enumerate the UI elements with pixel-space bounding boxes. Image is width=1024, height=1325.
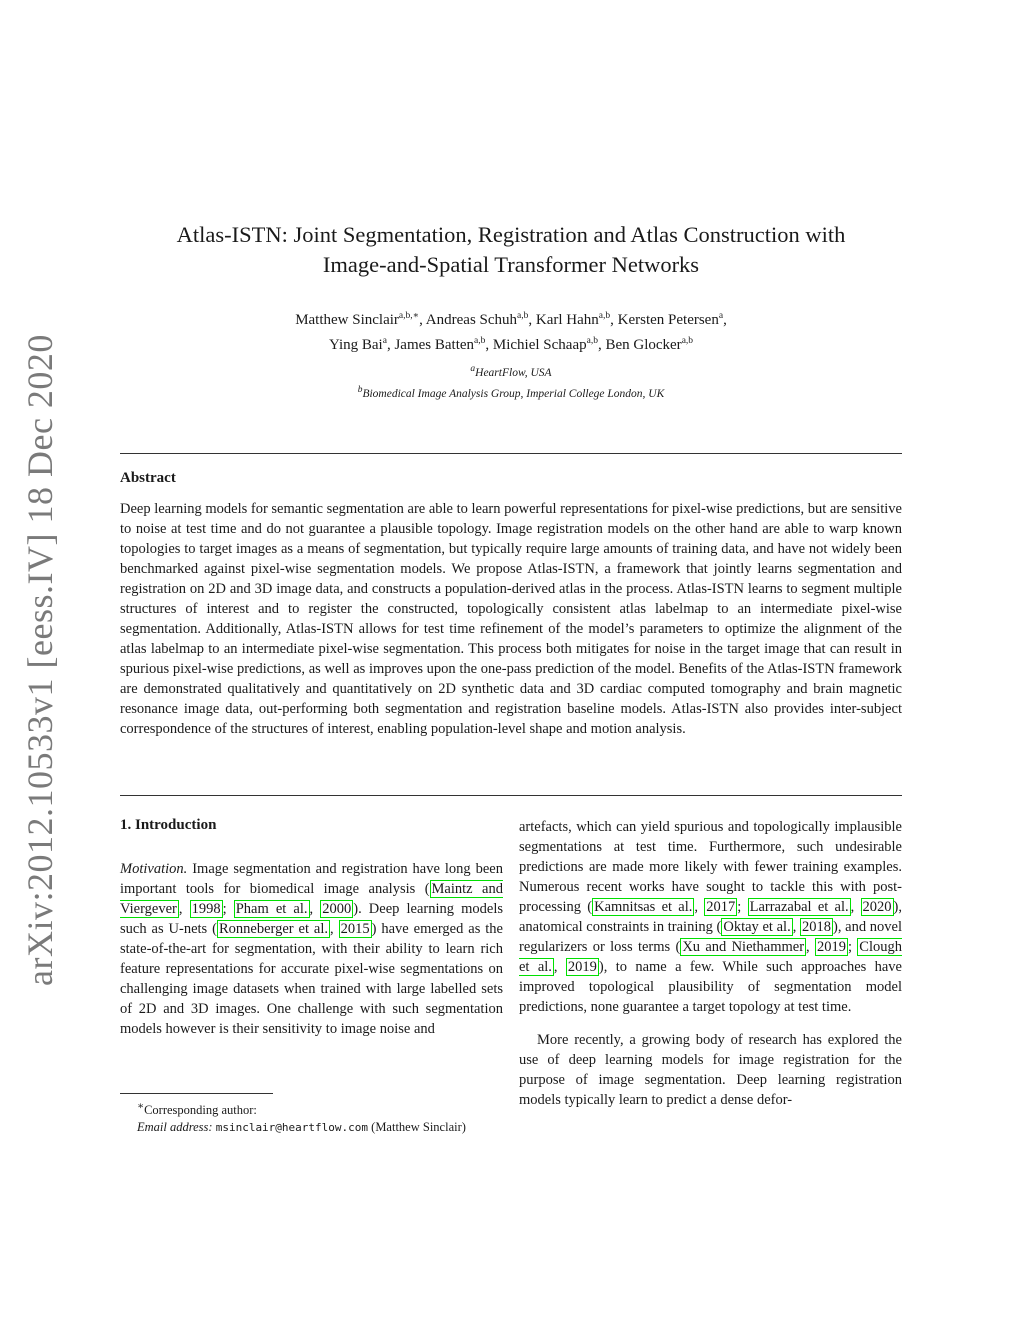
author-affil-mark: a,b (474, 336, 486, 346)
author-name: Matthew Sinclair (295, 312, 399, 328)
citation-link[interactable]: Oktay et al. (723, 919, 791, 935)
author-name: Ben Glocker (605, 337, 682, 353)
citation-link[interactable]: Kamnitsas et al. (594, 899, 693, 915)
affiliations (120, 361, 902, 403)
affiliation-b: $^b$Biomedical Image Analysis Group, Imperial College London, UK (357, 384, 665, 400)
citation-link[interactable]: 1998 (191, 901, 221, 917)
abstract-bottom-rule (120, 795, 902, 796)
author-affil-mark: a,b (598, 311, 611, 321)
abstract-top-rule (120, 453, 902, 454)
author-affil-mark: a,b (517, 311, 529, 321)
citation-link[interactable]: Maintz and Viergever (120, 881, 503, 917)
author-affil-mark: a (382, 336, 387, 346)
author-affil-mark: a (718, 311, 724, 321)
left-column (120, 859, 503, 1039)
author-line-1: Matthew Sinclair$^{a,b,∗}$, Andreas Schuh$^{a,b}$, Karl Hahn$^{a,b}$, Kersten Petersen$^a$, (295, 311, 727, 328)
footnote-rule (120, 1093, 273, 1094)
citation-link[interactable]: Xu and Niethammer (682, 939, 805, 955)
abstract-heading: Abstract (120, 470, 176, 486)
citation-link[interactable]: Larrazabal et al. (749, 899, 849, 915)
title-line-1: Atlas-ISTN: Joint Segmentation, Registration and Atlas Construction with (176, 222, 846, 247)
author-list (120, 306, 902, 356)
intro-paragraph: Motivation. Image segmentation and registration have long been important tools for biomedical image analysis ( Maintz and Viergever , 1998 ; Pham et al. , 2000 ). Deep learning models such as U-nets ( Ronneberger et al. , 2015 ) have emerged as the state-of-the-art for segmentation, with their ability to learn rich feature representations for accurate pixel-wise segmentations on challenging image datasets when trained with large labelled sets of 2D and 3D images. One challenge with such segmentation models however is their sensitivity to image noise and (120, 861, 504, 1037)
citation-link[interactable]: 2019 (816, 939, 846, 955)
citation-link[interactable]: Clough et al. (519, 939, 902, 975)
citation-link[interactable]: 2015 (340, 921, 370, 937)
abstract-body: Deep learning models for semantic segmentation are able to learn powerful representations for pixel-wise predictions, but are sensitive to noise at test time and do not guarantee a plausible topology. Image registration models on the other hand are able to warp known topologies to target images as a means of segmentation, but typically require large amounts of training data, and have not widely been benchmarked against pixel-wise segmentation models. We propose Atlas-ISTN, a framework that jointly learns segmentation and registration on 2D and 3D image data, and constructs a population-derived atlas in the process. Atlas-ISTN learns to segment multiple structures of interest and to register the constructed, topologically consistent atlas labelmap to an intermediate pixel-wise segmentation. Additionally, Atlas-ISTN allows for test time refinement of the model’s parameters to optimize the alignment of the atlas labelmap to an intermediate pixel-wise segmentation. This process both mitigates for noise in the target image that can result in spurious pixel-wise predictions, as well as improves upon the one-pass prediction of the model. Benefits of the Atlas-ISTN framework are demonstrated qualitatively and quantitatively on 2D synthetic data and 3D cardiac computed tomography and brain magnetic resonance image data, out-performing both segmentation and registration baseline models. Atlas-ISTN also provides inter-subject correspondence of the structures of interest, enabling population-level shape and motion analysis. (120, 501, 902, 737)
author-affil-mark: a,b (586, 336, 598, 346)
citation-link[interactable]: 2017 (706, 899, 736, 915)
paper-title (120, 220, 902, 280)
author-name: Michiel Schaap (492, 337, 587, 353)
intro-paragraph: artefacts, which can yield spurious and topologically implausible segmentations at test time. Furthermore, such undesirable predictions are made more likely with fewer training examples. Numerous recent works have sought to tackle this with post-processing ( Kamnitsas et al. , 2017 ; Larrazabal et al. , 2020 ), anatomical constraints in training ( Oktay et al. , 2018 ), and novel regularizers or loss terms ( Xu and Niethammer , 2019 ; Clough et al. , 2019 ), to name a few. While such approaches have improved topological plausibility of segmentation model predictions, none guarantee a target topology at test time. (519, 819, 903, 1015)
citation-link[interactable]: Pham et al. (235, 901, 308, 917)
motivation-label: Motivation. (120, 861, 188, 877)
title-line-2: Image-and-Spatial Transformer Networks (322, 252, 700, 277)
author-name: Andreas Schuh (425, 312, 518, 328)
author-affil-mark: a,b,∗ (398, 311, 420, 321)
section-heading-introduction: 1. Introduction (120, 817, 217, 833)
citation-link[interactable]: Ronneberger et al. (218, 921, 329, 937)
author-name: James Batten (394, 337, 475, 353)
author-name: Karl Hahn (535, 312, 599, 328)
citation-link[interactable]: 2019 (567, 959, 597, 975)
email-address[interactable]: msinclair@heartflow.com (215, 1121, 369, 1135)
affiliation-a: $^a$HeartFlow, USA (470, 364, 552, 379)
citation-link[interactable]: 2020 (862, 899, 892, 915)
footnote-email: Email address: msinclair@heartflow.com (Matthew Sinclair) (137, 1120, 466, 1135)
footnotes (120, 1098, 503, 1136)
footnote-corresponding: ∗Corresponding author: (137, 1101, 257, 1118)
author-name: Ying Bai (328, 337, 383, 353)
arxiv-identifier-text: arXiv:2012.10533v1 [eess.IV] 18 Dec 2020 (20, 334, 60, 986)
citation-link[interactable]: 2018 (802, 919, 832, 935)
author-name: Kersten Petersen (617, 312, 719, 328)
arxiv-identifier (10, 330, 70, 990)
citation-link[interactable]: 2000 (322, 901, 352, 917)
author-affil-mark: a,b (681, 336, 694, 346)
intro-paragraph: More recently, a growing body of research has explored the use of deep learning models for image registration for the purpose of image segmentation. Deep learning registration models typically learn to predict a dense defor- (519, 1032, 902, 1108)
author-line-2: Ying Bai$^a$, James Batten$^{a,b}$, Michiel Schaap$^{a,b}$, Ben Glocker$^{a,b}$ (328, 336, 694, 353)
right-column (519, 817, 902, 1110)
